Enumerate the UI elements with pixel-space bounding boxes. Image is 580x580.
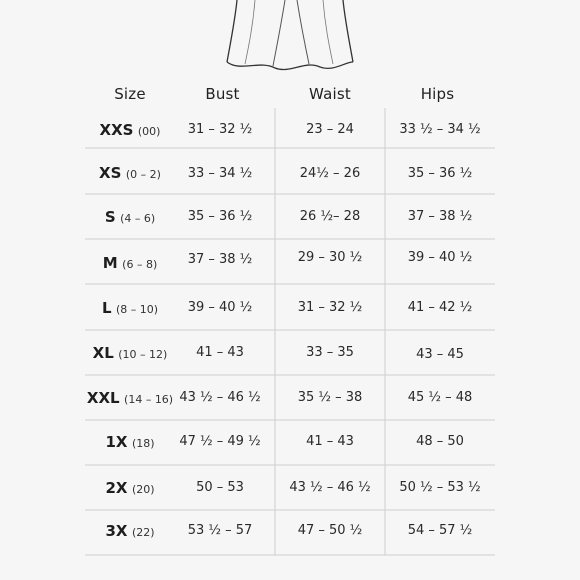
table-row-size bbox=[75, 344, 185, 362]
waist-cell: 33 – 35 bbox=[306, 345, 354, 360]
table-row-size bbox=[75, 254, 185, 272]
header-bust: Bust bbox=[205, 85, 240, 103]
waist-cell: 41 – 43 bbox=[306, 434, 354, 449]
hips-cell: 35 – 36 ½ bbox=[407, 166, 473, 181]
size-code: 1X bbox=[105, 433, 128, 451]
hips-cell: 50 ½ – 53 ½ bbox=[399, 480, 481, 495]
hips-cell: 39 – 40 ½ bbox=[407, 250, 473, 265]
bust-cell: 31 – 32 ½ bbox=[187, 122, 253, 137]
size-code: S bbox=[104, 208, 116, 226]
hips-cell: 48 – 50 bbox=[416, 434, 464, 449]
size-range: (00) bbox=[137, 125, 161, 138]
bust-cell: 37 – 38 ½ bbox=[187, 252, 253, 267]
size-code: 2X bbox=[105, 479, 128, 497]
header-hips: Hips bbox=[420, 85, 455, 103]
table-row-size bbox=[75, 433, 185, 451]
hips-cell: 45 ½ – 48 bbox=[407, 390, 473, 405]
size-range: (8 – 10) bbox=[115, 303, 159, 316]
size-code: L bbox=[101, 299, 112, 317]
size-code: XXL bbox=[86, 389, 120, 407]
waist-cell: 31 – 32 ½ bbox=[297, 300, 363, 315]
size-code: M bbox=[102, 254, 118, 272]
waist-cell: 26 ½– 28 bbox=[299, 209, 361, 224]
hips-cell: 37 – 38 ½ bbox=[407, 209, 473, 224]
size-code: XXS bbox=[99, 121, 134, 139]
size-range: (6 – 8) bbox=[122, 258, 158, 271]
bust-cell: 53 ½ – 57 bbox=[187, 523, 253, 538]
waist-cell: 35 ½ – 38 bbox=[297, 390, 363, 405]
header-size: Size bbox=[114, 85, 146, 103]
size-range: (18) bbox=[131, 437, 155, 450]
bust-cell: 35 – 36 ½ bbox=[187, 209, 253, 224]
header-waist: Waist bbox=[309, 85, 351, 103]
table-row-size bbox=[75, 164, 185, 182]
table-row-size bbox=[75, 522, 185, 540]
size-range: (10 – 12) bbox=[118, 348, 168, 361]
table-row-size bbox=[75, 389, 185, 407]
bust-cell: 33 – 34 ½ bbox=[187, 166, 253, 181]
size-code: XS bbox=[99, 164, 122, 182]
bust-cell: 39 – 40 ½ bbox=[187, 300, 253, 315]
waist-cell: 23 – 24 bbox=[306, 122, 354, 137]
hips-cell: 41 – 42 ½ bbox=[407, 300, 473, 315]
table-row-size bbox=[75, 479, 185, 497]
waist-cell: 47 – 50 ½ bbox=[297, 523, 363, 538]
waist-cell: 24½ – 26 bbox=[299, 166, 361, 181]
bust-cell: 43 ½ – 46 ½ bbox=[179, 390, 261, 405]
table-row-size bbox=[75, 208, 185, 226]
hips-cell: 33 ½ – 34 ½ bbox=[399, 122, 481, 137]
bust-cell: 50 – 53 bbox=[196, 480, 244, 495]
size-code: XL bbox=[92, 344, 114, 362]
table-row-size bbox=[75, 121, 185, 139]
size-range: (0 – 2) bbox=[125, 168, 161, 181]
table-row-size bbox=[75, 299, 185, 317]
bust-cell: 41 – 43 bbox=[196, 345, 244, 360]
size-range: (20) bbox=[131, 483, 155, 496]
hips-cell: 54 – 57 ½ bbox=[407, 523, 473, 538]
waist-cell: 29 – 30 ½ bbox=[297, 250, 363, 265]
waist-cell: 43 ½ – 46 ½ bbox=[289, 480, 371, 495]
size-range: (4 – 6) bbox=[120, 212, 156, 225]
size-code: 3X bbox=[105, 522, 128, 540]
size-range: (14 – 16) bbox=[124, 393, 174, 406]
size-range: (22) bbox=[131, 526, 155, 539]
bust-cell: 47 ½ – 49 ½ bbox=[179, 434, 261, 449]
hips-cell: 43 – 45 bbox=[416, 347, 464, 362]
